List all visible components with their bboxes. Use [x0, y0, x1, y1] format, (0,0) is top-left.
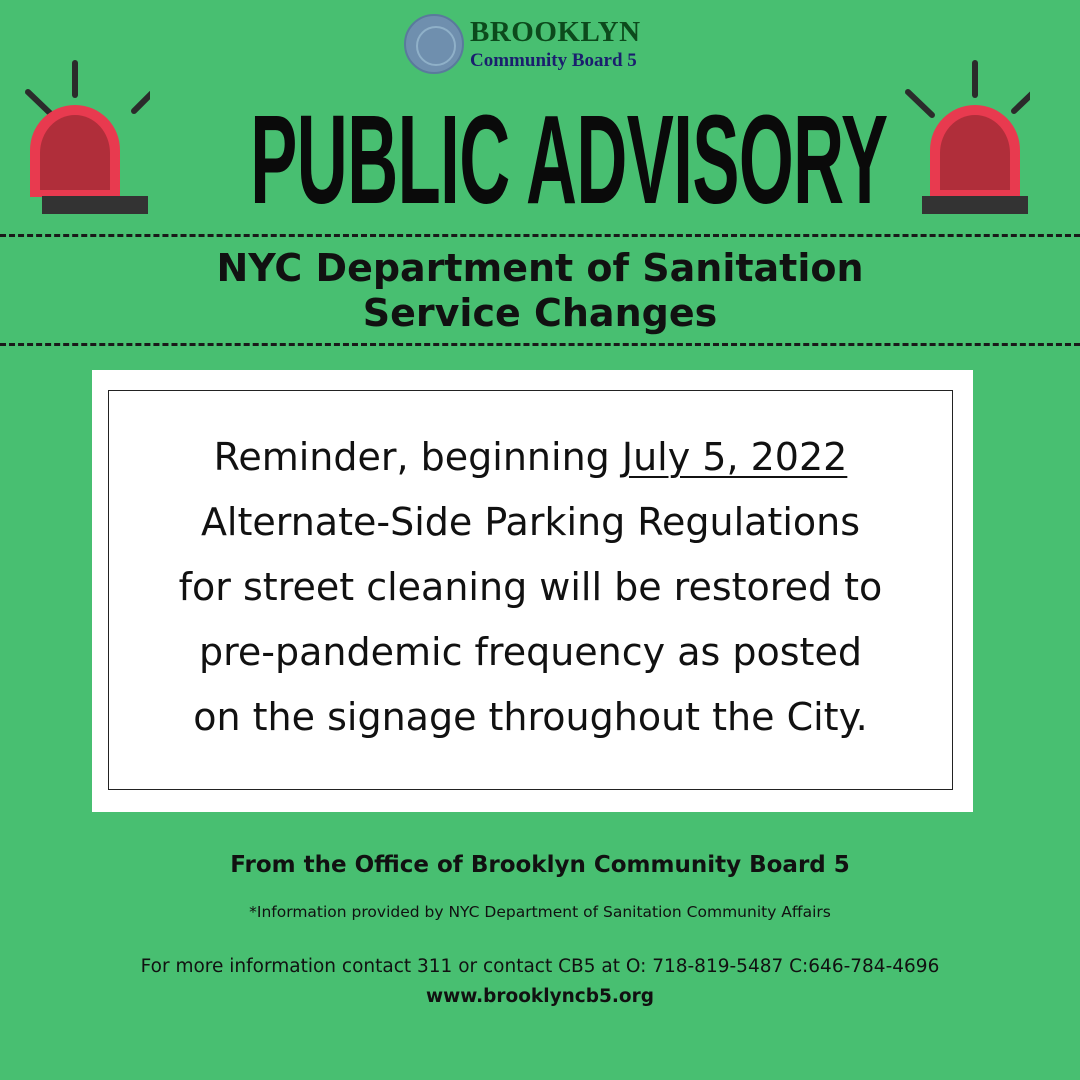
notice-text: [179, 425, 883, 750]
footer-contact: For more information contact 311 or contact CB5 at O: 718-819-5487 C:646-784-4696: [140, 956, 940, 977]
logo-line1: BROOKLYN: [470, 16, 641, 48]
title-container: [0, 89, 1080, 230]
page-title: PUBLIC ADVISORY: [250, 89, 888, 230]
notice-date: July 5, 2022: [621, 434, 848, 479]
subtitle-line2: Service Changes: [362, 291, 718, 335]
notice-box: [92, 370, 973, 812]
footer-website-link[interactable]: www.brooklyncb5.org: [426, 986, 654, 1007]
notice-border: [108, 390, 953, 790]
notice-line5: on the signage throughout the City.: [193, 694, 868, 739]
nyc-seal-icon: [404, 14, 464, 74]
notice-line4: pre-pandemic frequency as posted: [199, 629, 862, 674]
subtitle-line1: NYC Department of Sanitation: [216, 246, 864, 290]
footer-source: *Information provided by NYC Department of Sanitation Community Affairs: [249, 903, 831, 921]
divider-bottom: [0, 343, 1080, 346]
subtitle: [0, 246, 1080, 336]
logo-line2: Community Board 5: [470, 50, 637, 71]
notice-prefix: Reminder, beginning: [213, 434, 622, 479]
notice-line2: Alternate-Side Parking Regulations: [200, 499, 861, 544]
notice-line3: for street cleaning will be restored to: [178, 564, 883, 609]
divider-top: [0, 234, 1080, 237]
brooklyn-cb5-logo: [404, 14, 644, 76]
footer-from: From the Office of Brooklyn Community Board 5: [230, 852, 850, 878]
